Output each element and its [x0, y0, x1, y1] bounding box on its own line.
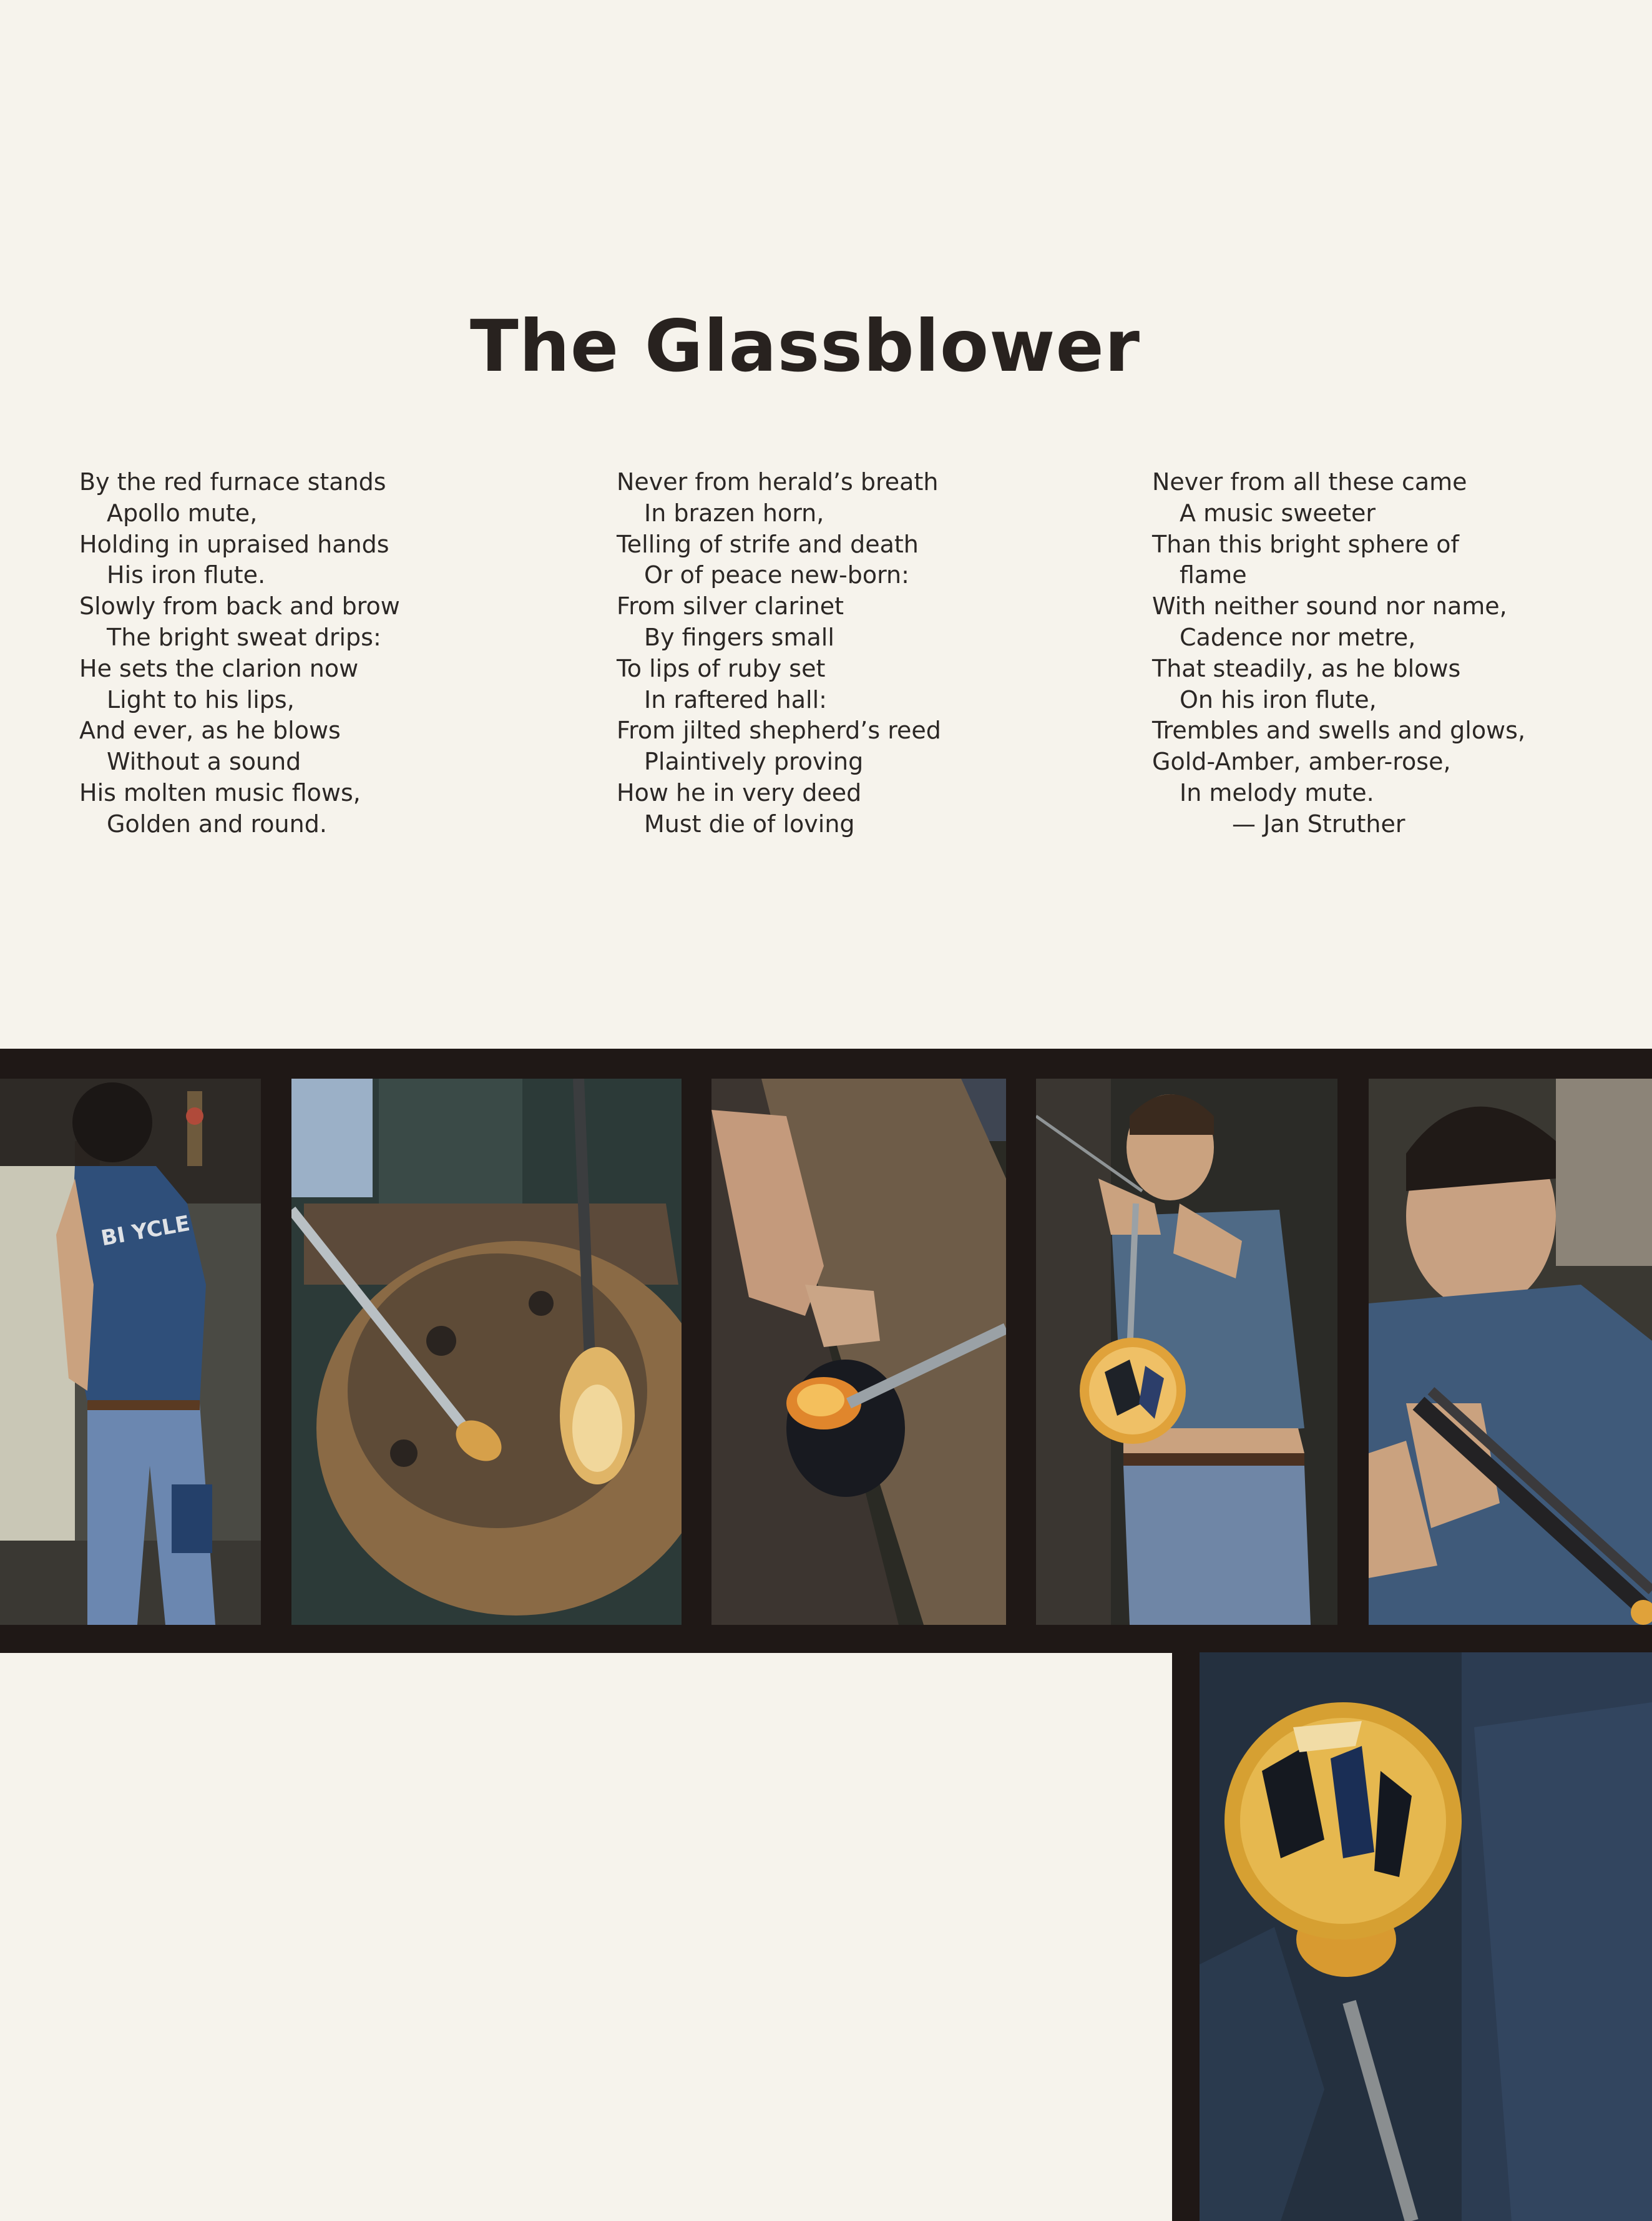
- poem-line: Or of peace new-born:: [644, 561, 909, 589]
- page-title: The Glassblower: [469, 305, 1141, 388]
- photo-blowing-glass: [1036, 1079, 1337, 1625]
- poem-stanza-3: [1152, 467, 1525, 840]
- photo-molten-gather: [711, 1079, 1006, 1625]
- poem-line: Telling of strife and death: [617, 530, 919, 558]
- poem-line: With neither sound nor name,: [1152, 592, 1507, 620]
- poem-line: Golden and round.: [107, 810, 327, 838]
- poem-line: By the red furnace stands: [79, 468, 386, 496]
- poem-line: From jilted shepherd’s reed: [617, 717, 941, 745]
- poem-line: A music sweeter: [1180, 499, 1376, 527]
- poem-line: In raftered hall:: [644, 685, 827, 713]
- poem-stanza-2: [617, 467, 941, 840]
- poem-line: His molten music flows,: [79, 778, 361, 807]
- poem-line: Without a sound: [107, 748, 301, 776]
- poem-line: And ever, as he blows: [79, 717, 341, 745]
- poem-line: Apollo mute,: [107, 499, 258, 527]
- photo-glass-sphere: [1200, 1652, 1652, 2221]
- poem-line: He sets the clarion now: [79, 654, 359, 682]
- poem-line: In melody mute.: [1180, 778, 1374, 807]
- poem-line: Never from all these came: [1152, 468, 1467, 496]
- poem-line: On his iron flute,: [1180, 685, 1377, 713]
- poem-stanza-1: [79, 467, 400, 840]
- photo-worker-back: [0, 1079, 261, 1625]
- poem-line: His iron flute.: [107, 561, 266, 589]
- poem-line: In brazen horn,: [644, 499, 824, 527]
- poem-line: From silver clarinet: [617, 592, 844, 620]
- shirt-text: BI YCLE: [99, 1210, 192, 1252]
- poem-line: flame: [1180, 561, 1247, 589]
- poem-line: That steadily, as he blows: [1152, 654, 1461, 682]
- poem-line: Holding in upraised hands: [79, 530, 389, 558]
- poem-line: By fingers small: [644, 623, 834, 651]
- poem-line: Than this bright sphere of: [1152, 530, 1459, 558]
- poem-line: Trembles and swells and glows,: [1152, 717, 1526, 745]
- photo-marver-table: [291, 1079, 682, 1625]
- poem-attribution: — Jan Struther: [1232, 810, 1405, 838]
- poem-line: How he in very deed: [617, 778, 862, 807]
- photo-worker-tools: [1369, 1079, 1652, 1625]
- poem-line: Cadence nor metre,: [1180, 623, 1416, 651]
- poem-line: Must die of loving: [644, 810, 855, 838]
- poem-line: Gold-Amber, amber-rose,: [1152, 748, 1451, 776]
- poem-line: Light to his lips,: [107, 685, 295, 713]
- poem-line: Slowly from back and brow: [79, 592, 400, 620]
- poem-line: The bright sweat drips:: [107, 623, 381, 651]
- poem-line: Plaintively proving: [644, 748, 864, 776]
- poem-line: Never from herald’s breath: [617, 468, 939, 496]
- poem-line: To lips of ruby set: [617, 654, 826, 682]
